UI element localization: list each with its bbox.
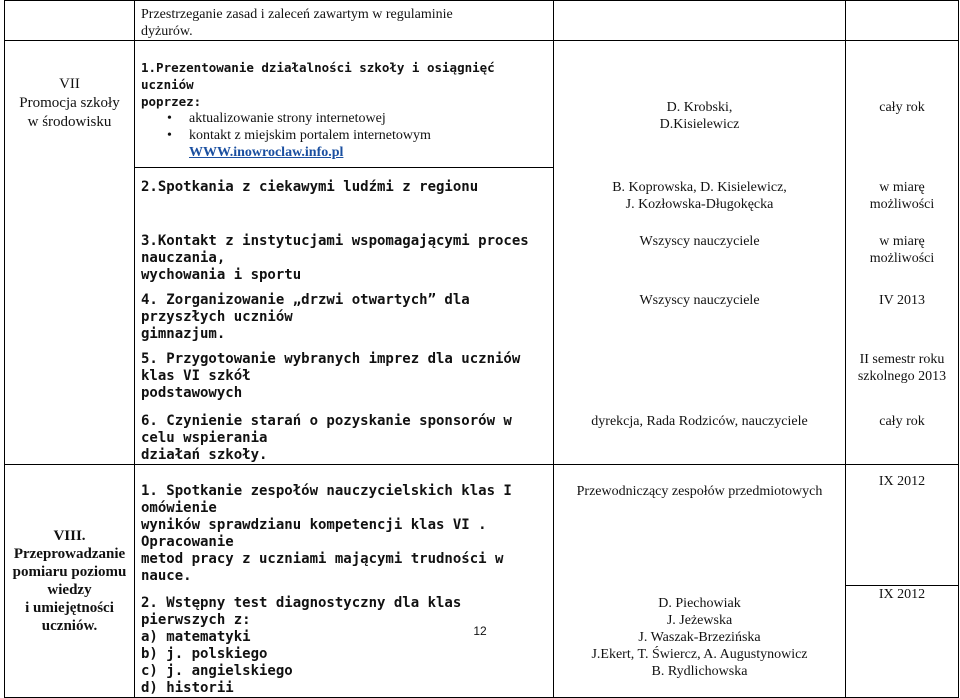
deadline-cell xyxy=(846,41,959,168)
deadline-text: w miarę xyxy=(879,179,925,195)
responsible-text: D. Piechowiak xyxy=(658,596,741,611)
section-title: w środowisku xyxy=(27,114,112,130)
section-title: i umiejętności xyxy=(25,600,114,616)
task-text: wychowania i sportu xyxy=(141,267,302,283)
responsible-text: J. Kozłowska-Długokęcka xyxy=(625,196,774,212)
responsible-cell xyxy=(554,219,846,284)
task-text: podstawowych xyxy=(141,385,243,401)
responsible-text: B. Rydlichowska xyxy=(651,664,748,679)
section-title: uczniów. xyxy=(41,618,98,634)
responsible-text: Wszyscy nauczyciele xyxy=(639,234,760,249)
responsible-cell xyxy=(554,41,846,168)
responsible-cell xyxy=(554,343,846,403)
task-text: wyników sprawdzianu kompetencji klas VI . Opracowanie xyxy=(141,517,487,550)
deadline-cell xyxy=(846,284,959,343)
responsible-cell xyxy=(554,284,846,343)
deadline-text: w miarę xyxy=(879,234,925,249)
task-text: c) j. angielskiego xyxy=(141,663,293,679)
table-row xyxy=(5,403,959,465)
task-text: dyżurów. xyxy=(141,24,193,39)
responsible-text: J.Ekert, T. Świercz, A. Augustynowicz xyxy=(591,647,808,662)
task-text: 4. Zorganizowanie „drzwi otwartych” dla przyszłych uczniów xyxy=(141,292,470,325)
section-title-cell xyxy=(5,41,135,465)
deadline-cell xyxy=(846,1,959,41)
table-row xyxy=(5,284,959,343)
task-text: Przestrzeganie zasad i zaleceń zawartym w regulaminie xyxy=(141,7,453,22)
task-heading: 1.Prezentowanie działalności szkoły i osiągnięć uczniów xyxy=(141,60,495,92)
responsible-cell xyxy=(554,403,846,465)
responsible-text: Przewodniczący zespołów przedmiotowych xyxy=(576,484,823,499)
deadline-text: cały rok xyxy=(879,414,925,429)
task-cell xyxy=(135,343,554,403)
responsible-text: B. Koprowska, D. Kisielewicz, xyxy=(612,179,787,195)
section-number: VIII. xyxy=(53,528,86,544)
responsible-text: dyrekcja, Rada Rodziców, nauczyciele xyxy=(591,414,808,429)
deadline-cell xyxy=(846,343,959,403)
task-text: 5. Przygotowanie wybranych imprez dla uczniów klas VI szkół xyxy=(141,351,521,384)
task-bullets xyxy=(141,110,547,144)
deadline-text: II semestr roku xyxy=(859,352,945,367)
page-number: 12 xyxy=(473,624,487,638)
responsible-text: J. Waszak-Brzezińska xyxy=(638,630,761,645)
responsible-cell xyxy=(554,585,846,698)
section-number: VII xyxy=(59,76,80,92)
responsible-text: D.Kisielewicz xyxy=(659,117,740,132)
task-text: 3.Kontakt z instytucjami wspomagającymi proces nauczania, xyxy=(141,233,529,266)
task-text: metod pracy z uczniami mającymi trudności w nauce. xyxy=(141,551,504,584)
responsible-text: D. Krobski, xyxy=(666,100,733,115)
table-row xyxy=(5,219,959,284)
task-text: działań szkoły. xyxy=(141,447,268,463)
deadline-text: szkolnego 2013 xyxy=(857,369,947,384)
task-text: 2. Wstępny test diagnostyczny dla klas pierwszych z: xyxy=(141,595,462,628)
deadline-cell xyxy=(846,465,959,586)
portal-link[interactable]: WWW.inowroclaw.info.pl xyxy=(189,145,344,160)
table-row xyxy=(5,1,959,41)
section-cell xyxy=(5,1,135,41)
list-item: • kontakt z miejskim portalem internetowym xyxy=(189,127,547,144)
responsible-cell xyxy=(554,168,846,220)
task-heading: poprzez: xyxy=(141,94,202,109)
table-row xyxy=(5,585,959,698)
deadline-text: IX 2012 xyxy=(878,586,926,602)
task-text: 6. Czynienie starań o pozyskanie sponsorów w celu wspierania xyxy=(141,413,512,446)
task-cell xyxy=(135,168,554,220)
plan-table xyxy=(4,0,959,698)
task-cell xyxy=(135,465,554,586)
table-row xyxy=(5,168,959,220)
deadline-cell xyxy=(846,403,959,465)
table-row xyxy=(5,465,959,586)
deadline-cell xyxy=(846,168,959,220)
table-row xyxy=(5,41,959,168)
link-wrapper xyxy=(141,144,547,161)
section-title-cell xyxy=(5,465,135,698)
list-item: • aktualizowanie strony internetowej xyxy=(189,110,547,127)
deadline-cell xyxy=(846,585,959,698)
responsible-text: Wszyscy nauczyciele xyxy=(639,293,760,308)
responsible-cell xyxy=(554,1,846,41)
deadline-text: możliwości xyxy=(869,251,935,266)
task-cell xyxy=(135,41,554,168)
deadline-text: IV 2013 xyxy=(878,293,926,308)
section-title: pomiaru poziomu xyxy=(12,564,127,580)
task-text: 1. Spotkanie zespołów nauczycielskich klas I omówienie xyxy=(141,483,512,516)
task-text: gimnazjum. xyxy=(141,326,226,342)
responsible-text: J. Jeżewska xyxy=(666,613,733,628)
responsible-cell xyxy=(554,465,846,586)
task-text: a) matematyki xyxy=(141,629,251,645)
section-title: wiedzy xyxy=(47,582,92,598)
deadline-text: możliwości xyxy=(869,196,935,212)
task-text: 2.Spotkania z ciekawymi ludźmi z regionu xyxy=(141,179,479,195)
deadline-text: IX 2012 xyxy=(878,474,926,489)
task-cell xyxy=(135,219,554,284)
task-cell xyxy=(135,403,554,465)
section-title: Przeprowadzanie xyxy=(13,546,126,562)
task-cell xyxy=(135,1,554,41)
table-row xyxy=(5,343,959,403)
deadline-cell xyxy=(846,219,959,284)
task-text: d) historii xyxy=(141,680,234,696)
task-cell xyxy=(135,585,554,698)
deadline-text: cały rok xyxy=(879,100,925,115)
task-cell xyxy=(135,284,554,343)
section-title: Promocja szkoły xyxy=(19,95,120,111)
task-text: b) j. polskiego xyxy=(141,646,268,662)
